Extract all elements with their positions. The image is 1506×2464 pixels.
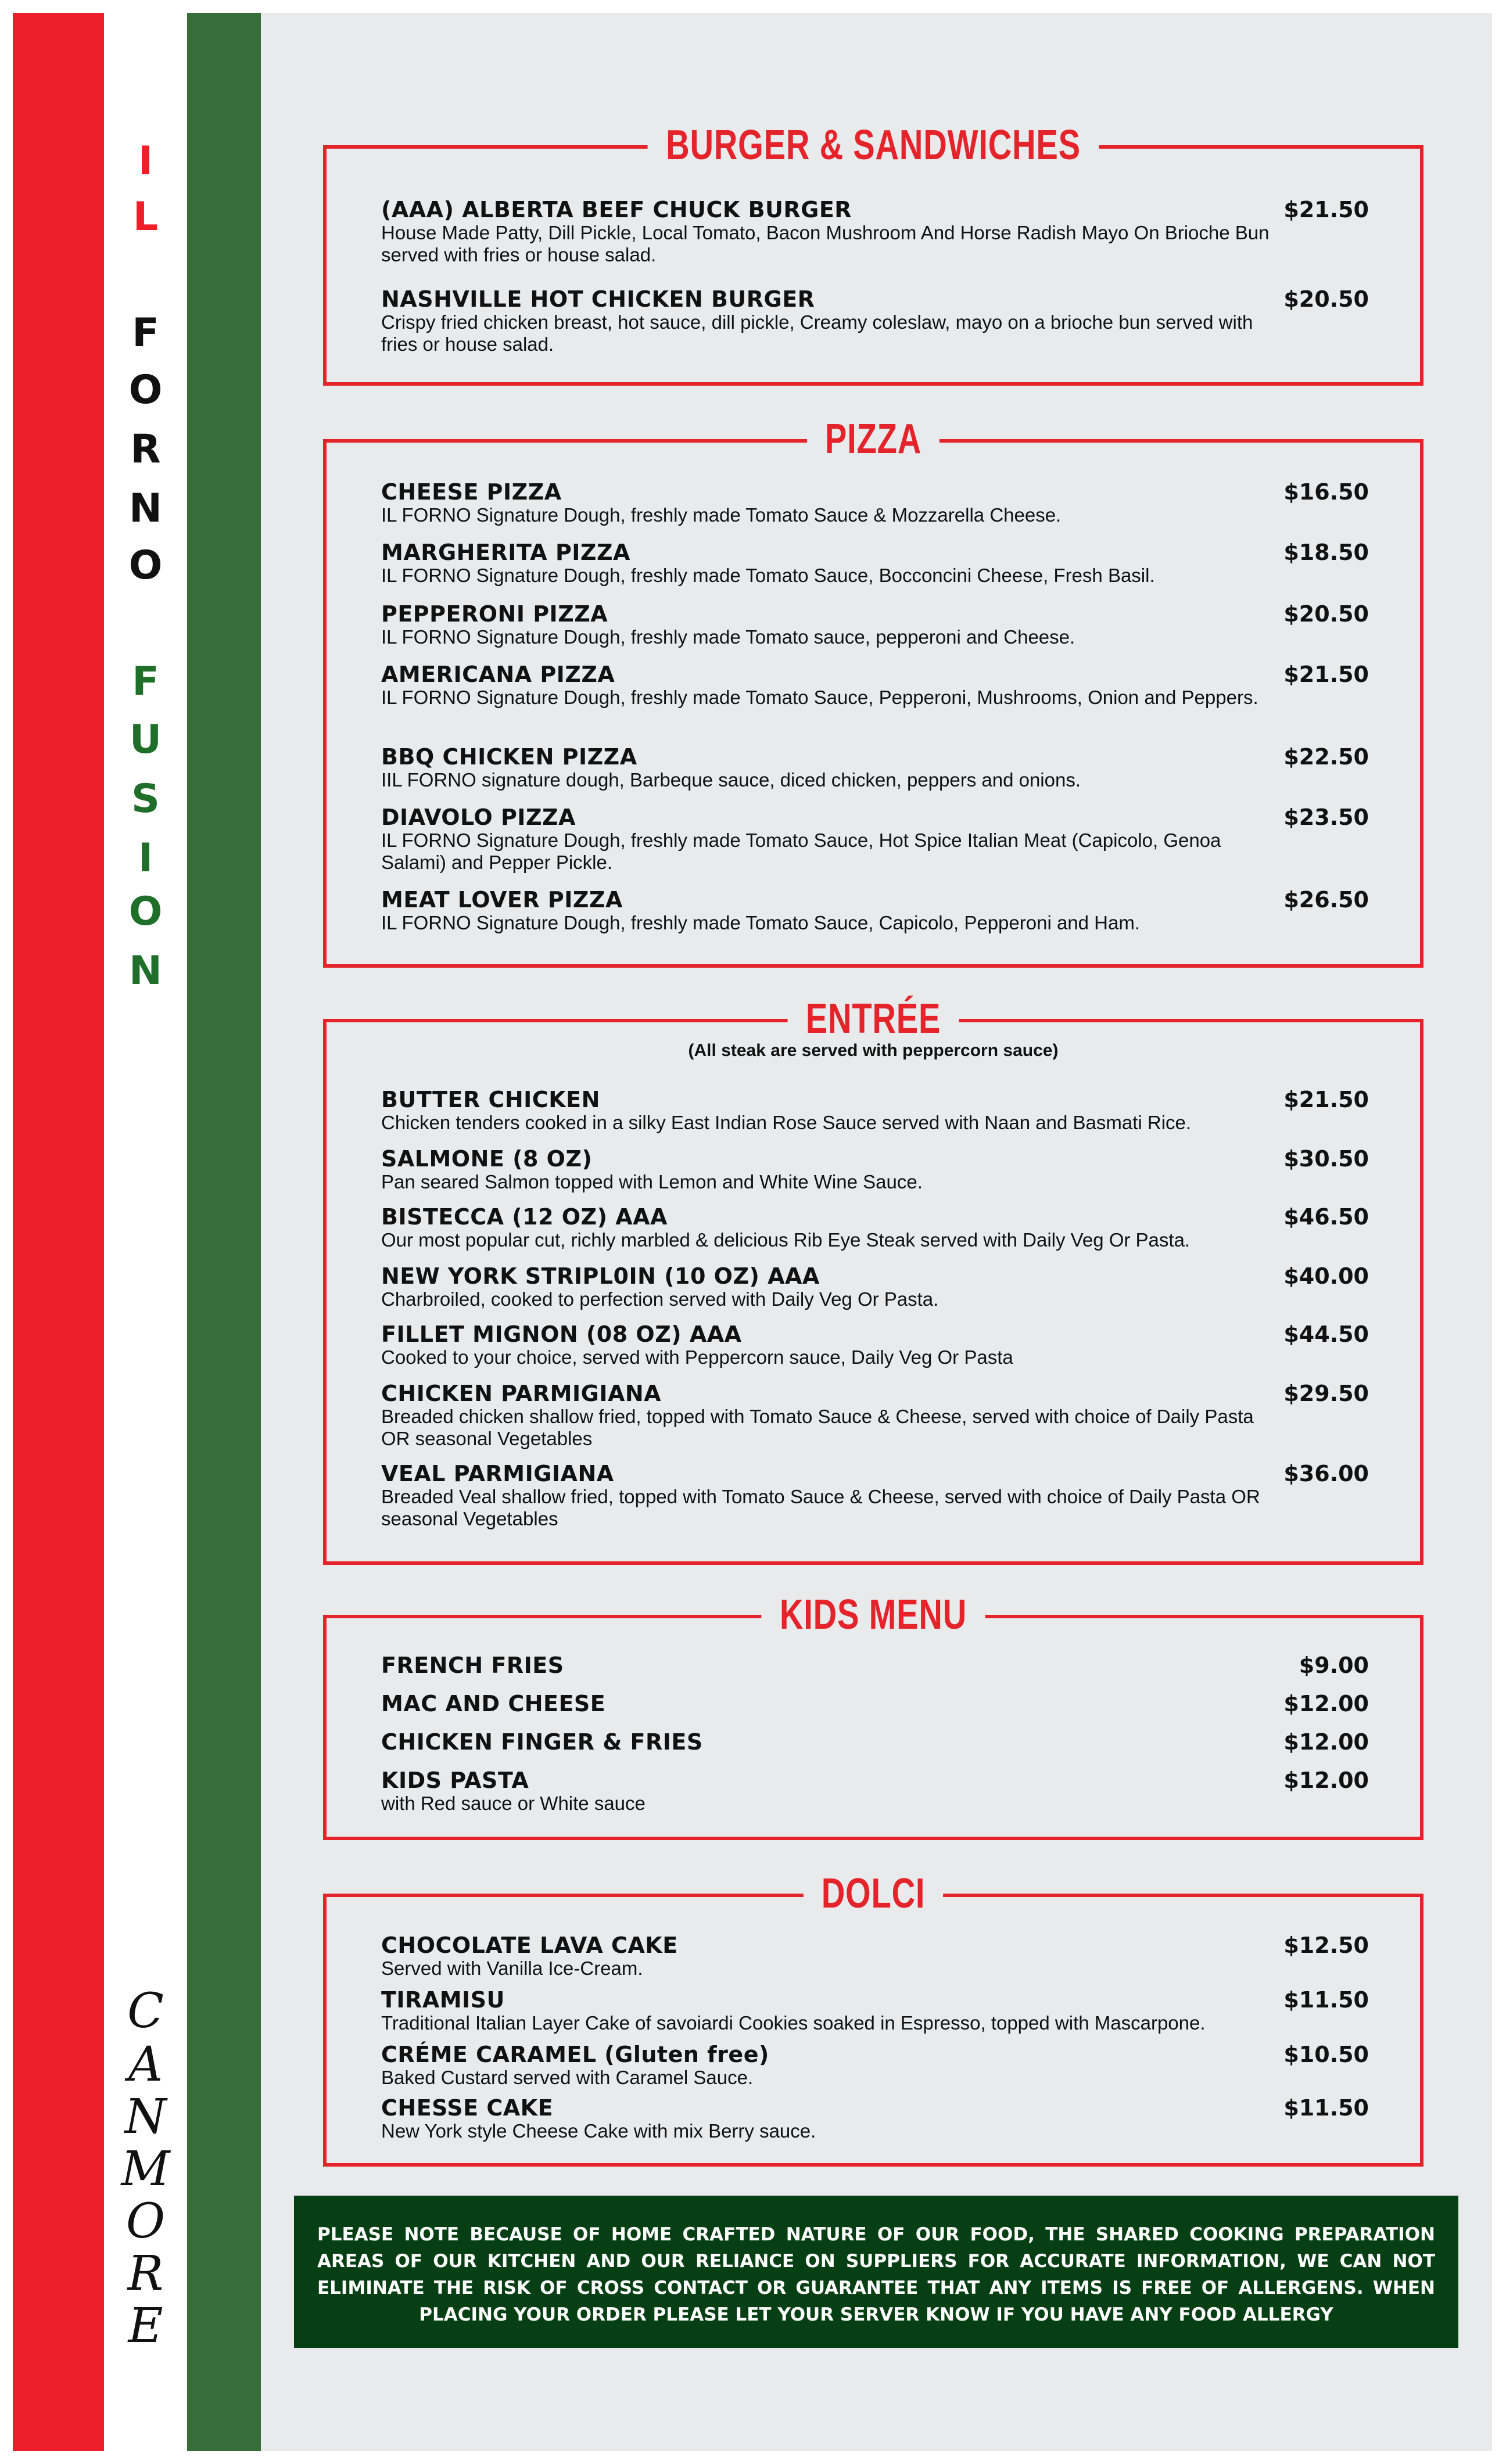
item-desc: Breaded chicken shallow fried, topped with Tomato Sauce & Cheese, served with choice of Daily Pasta OR seasonal Vegetables bbox=[381, 1406, 1254, 1449]
menu-item bbox=[381, 745, 1369, 791]
item-price: $23.50 bbox=[1283, 804, 1369, 830]
menu-item bbox=[381, 2042, 1369, 2089]
item-price: $21.50 bbox=[1283, 662, 1369, 687]
menu-item bbox=[381, 1205, 1369, 1251]
menu-item bbox=[381, 1730, 1369, 1754]
item-name: KIDS PASTA bbox=[381, 1768, 529, 1793]
item-desc: Crispy fried chicken breast, hot sauce, dill pickle, Creamy coleslaw, mayo on a brioche bun served with fries or house salad. bbox=[381, 311, 1253, 355]
item-name: TIRAMISU bbox=[381, 1987, 505, 2013]
item-name: MARGHERITA PIZZA bbox=[381, 540, 630, 565]
flag-stripe-red bbox=[13, 13, 104, 2451]
title-letter: A bbox=[128, 2037, 163, 2092]
menu-item bbox=[381, 540, 1369, 587]
item-name: BISTECCA (12 OZ) AAA bbox=[381, 1204, 668, 1230]
title-letter: C bbox=[127, 1984, 164, 2039]
menu-item bbox=[381, 602, 1369, 648]
title-letter: N bbox=[129, 948, 162, 994]
section-title-pizza: PIZZA bbox=[444, 416, 1302, 462]
item-desc: IL FORNO Signature Dough, freshly made Tomato sauce, pepperoni and Cheese. bbox=[381, 626, 1075, 648]
item-name: NASHVILLE HOT CHICKEN BURGER bbox=[381, 286, 815, 312]
title-letter: F bbox=[132, 310, 159, 356]
item-price: $11.50 bbox=[1283, 2095, 1369, 2121]
title-letter: N bbox=[129, 486, 162, 531]
item-desc: IL FORNO Signature Dough, freshly made Tomato Sauce, Bocconcini Cheese, Fresh Basil. bbox=[381, 565, 1155, 586]
item-price: $10.50 bbox=[1283, 2042, 1369, 2067]
item-price: $12.00 bbox=[1283, 1768, 1369, 1793]
item-desc: Our most popular cut, richly marbled & delicious Rib Eye Steak served with Daily Veg Or Pasta. bbox=[381, 1229, 1191, 1251]
title-letter: N bbox=[124, 2089, 167, 2145]
menu-item bbox=[381, 287, 1369, 355]
menu-item bbox=[381, 805, 1369, 874]
item-name: BUTTER CHICKEN bbox=[381, 1087, 600, 1112]
title-letter: M bbox=[121, 2142, 170, 2197]
item-price: $16.50 bbox=[1283, 479, 1369, 505]
menu-item bbox=[381, 1653, 1369, 1678]
section-title-kids: KIDS MENU bbox=[444, 1592, 1302, 1638]
item-name: VEAL PARMIGIANA bbox=[381, 1461, 614, 1486]
section-title-burgers: BURGER & SANDWICHES bbox=[444, 122, 1302, 168]
menu-item bbox=[381, 1768, 1369, 1815]
item-name: CHOCOLATE LAVA CAKE bbox=[381, 1933, 678, 1958]
item-price: $29.50 bbox=[1283, 1381, 1369, 1406]
flag-stripe-green bbox=[187, 13, 261, 2451]
menu-item bbox=[381, 1461, 1369, 1530]
menu-item bbox=[381, 1087, 1369, 1134]
title-letter: L bbox=[132, 194, 159, 240]
item-name: FRENCH FRIES bbox=[381, 1653, 564, 1678]
item-price: $12.00 bbox=[1283, 1729, 1369, 1755]
allergy-notice: PLEASE NOTE BECAUSE OF HOME CRAFTED NATURE OF OUR FOOD, THE SHARED COOKING PREPARATION AREAS OF OUR KITCHEN AND OUR RELIANCE ON SUPPLIERS FOR ACCURATE INFORMATION, WE CAN NOT ELIMINATE THE RISK OF CROSS CONTACT OR GUARANTEE THAT ANY ITEMS IS FREE OF ALLERGENS. WHEN PLACING YOUR ORDER PLEASE LET YOUR SERVER KNOW IF YOU HAVE ANY FOOD ALLERGY bbox=[294, 2196, 1458, 2348]
entree-note: (All steak are served with peppercorn sauce) bbox=[688, 1041, 1059, 1060]
item-price: $12.50 bbox=[1283, 1933, 1369, 1958]
menu-item bbox=[381, 1988, 1369, 2034]
menu-item bbox=[381, 1264, 1369, 1310]
item-price: $21.50 bbox=[1283, 1087, 1369, 1112]
item-price: $46.50 bbox=[1283, 1204, 1369, 1230]
item-desc: IIL FORNO signature dough, Barbeque sauce, diced chicken, peppers and onions. bbox=[381, 769, 1081, 791]
item-name: MEAT LOVER PIZZA bbox=[381, 887, 623, 913]
item-desc: IL FORNO Signature Dough, freshly made Tomato Sauce, Hot Spice Italian Meat (Capicolo, Genoa Salami) and Pepper Pickle. bbox=[381, 829, 1221, 873]
title-letter: O bbox=[126, 2194, 166, 2249]
item-name: CHICKEN FINGER & FRIES bbox=[381, 1729, 703, 1755]
item-desc: IL FORNO Signature Dough, freshly made Tomato Sauce, Pepperoni, Mushrooms, Onion and Peppers. bbox=[381, 687, 1258, 708]
item-desc: House Made Patty, Dill Pickle, Local Tomato, Bacon Mushroom And Horse Radish Mayo On Brioche Bun served with fries or house salad. bbox=[381, 222, 1270, 265]
item-desc: Breaded Veal shallow fried, topped with Tomato Sauce & Cheese, served with choice of Daily Pasta OR seasonal Vegetables bbox=[381, 1486, 1260, 1529]
menu-item bbox=[381, 1322, 1369, 1369]
item-name: SALMONE (8 OZ) bbox=[381, 1146, 593, 1172]
item-name: MAC AND CHEESE bbox=[381, 1691, 606, 1716]
section-title-dolci: DOLCI bbox=[444, 1870, 1302, 1917]
item-name: CHICKEN PARMIGIANA bbox=[381, 1381, 662, 1406]
item-price: $18.50 bbox=[1283, 540, 1369, 565]
menu-item bbox=[381, 662, 1369, 709]
title-letter: F bbox=[132, 659, 159, 705]
item-price: $20.50 bbox=[1283, 286, 1369, 312]
item-name: NEW YORK STRIPL0IN (10 OZ) AAA bbox=[381, 1263, 820, 1289]
item-desc: IL FORNO Signature Dough, freshly made Tomato Sauce, Capicolo, Pepperoni and Ham. bbox=[381, 912, 1141, 933]
title-letter: U bbox=[129, 717, 162, 763]
item-desc: Served with Vanilla Ice-Cream. bbox=[381, 1957, 643, 1979]
menu-item bbox=[381, 480, 1369, 526]
item-name: CHESSE CAKE bbox=[381, 2095, 554, 2121]
item-desc: IL FORNO Signature Dough, freshly made Tomato Sauce & Mozzarella Cheese. bbox=[381, 504, 1062, 526]
item-desc: New York style Cheese Cake with mix Berry sauce. bbox=[381, 2120, 816, 2142]
menu-item bbox=[381, 2096, 1369, 2142]
menu-item bbox=[381, 1381, 1369, 1450]
item-name: BBQ CHICKEN PIZZA bbox=[381, 744, 637, 770]
item-desc: Charbroiled, cooked to perfection served with Daily Veg Or Pasta. bbox=[381, 1288, 939, 1310]
item-name: CRÉME CARAMEL (Gluten free) bbox=[381, 2042, 769, 2067]
menu-item bbox=[381, 1147, 1369, 1193]
item-desc: Pan seared Salmon topped with Lemon and White Wine Sauce. bbox=[381, 1171, 923, 1193]
title-letter: O bbox=[128, 889, 163, 935]
item-desc: Cooked to your choice, served with Peppercorn sauce, Daily Veg Or Pasta bbox=[381, 1346, 1013, 1368]
item-name: (AAA) ALBERTA BEEF CHUCK BURGER bbox=[381, 197, 852, 222]
item-price: $20.50 bbox=[1283, 601, 1369, 627]
title-letter: O bbox=[128, 367, 163, 413]
title-letter: R bbox=[127, 2246, 164, 2301]
item-price: $26.50 bbox=[1283, 887, 1369, 913]
title-letter: E bbox=[128, 2298, 163, 2354]
item-name: AMERICANA PIZZA bbox=[381, 662, 615, 687]
title-letter: R bbox=[130, 426, 161, 472]
item-price: $22.50 bbox=[1283, 744, 1369, 770]
title-letter: O bbox=[128, 543, 163, 588]
item-name: CHEESE PIZZA bbox=[381, 479, 562, 505]
item-price: $36.00 bbox=[1283, 1461, 1369, 1486]
menu-item bbox=[381, 197, 1369, 266]
item-price: $11.50 bbox=[1283, 1987, 1369, 2013]
title-letter: S bbox=[131, 776, 160, 822]
menu-item bbox=[381, 888, 1369, 934]
item-price: $9.00 bbox=[1299, 1653, 1369, 1678]
item-price: $44.50 bbox=[1283, 1321, 1369, 1347]
section-title-entree: ENTRÉE bbox=[444, 996, 1302, 1042]
title-letter: I bbox=[138, 138, 153, 184]
item-desc: Baked Custard served with Caramel Sauce. bbox=[381, 2067, 754, 2088]
item-desc: Traditional Italian Layer Cake of savoiardi Cookies soaked in Espresso, topped with Mascarpone. bbox=[381, 2012, 1206, 2034]
item-desc: with Red sauce or White sauce bbox=[381, 1793, 646, 1814]
item-price: $40.00 bbox=[1283, 1263, 1369, 1289]
item-price: $21.50 bbox=[1283, 197, 1369, 222]
menu-item bbox=[381, 1933, 1369, 1980]
title-letter: I bbox=[138, 835, 153, 881]
item-desc: Chicken tenders cooked in a silky East Indian Rose Sauce served with Naan and Basmati Rice. bbox=[381, 1112, 1192, 1133]
menu-item bbox=[381, 1691, 1369, 1716]
item-price: $12.00 bbox=[1283, 1691, 1369, 1716]
item-name: DIAVOLO PIZZA bbox=[381, 804, 576, 830]
item-price: $30.50 bbox=[1283, 1146, 1369, 1172]
item-name: FILLET MIGNON (08 OZ) AAA bbox=[381, 1321, 742, 1347]
item-name: PEPPERONI PIZZA bbox=[381, 601, 608, 627]
